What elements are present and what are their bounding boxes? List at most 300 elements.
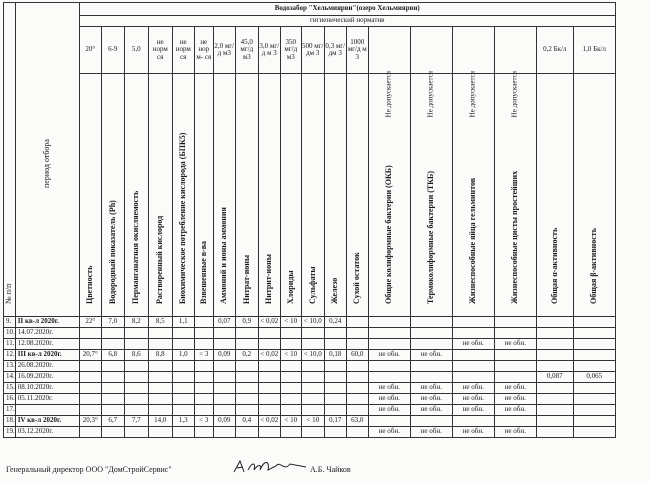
row-value [410, 339, 452, 350]
row-value [301, 383, 324, 394]
row-value [194, 383, 213, 394]
row-value [301, 372, 324, 383]
row-value [124, 383, 148, 394]
row-value [452, 372, 494, 383]
row-value: не обн. [368, 405, 410, 416]
param-name: Общие колиформные бактерии (ОКБ) [384, 164, 394, 304]
header-num: № п/п [4, 283, 14, 304]
row-value: < 10 [280, 416, 301, 427]
row-value [452, 328, 494, 339]
param-header [280, 74, 301, 317]
row-value [194, 317, 213, 328]
row-value: 1,1 [172, 317, 194, 328]
row-value [573, 350, 615, 361]
row-value [324, 405, 346, 416]
row-value [172, 328, 194, 339]
row-value [410, 416, 452, 427]
row-number: 17. [4, 405, 16, 416]
row-value [79, 383, 101, 394]
header-num-cell [4, 3, 16, 317]
row-value [235, 405, 258, 416]
row-value [280, 361, 301, 372]
row-value [235, 372, 258, 383]
row-value [536, 361, 573, 372]
row-value [124, 328, 148, 339]
row-value [280, 394, 301, 405]
row-value [280, 328, 301, 339]
row-period: 14.07.2020г. [15, 328, 79, 339]
norm-value: Не допускается [384, 71, 393, 118]
row-value: 6,8 [101, 350, 124, 361]
row-value [101, 328, 124, 339]
row-value [213, 361, 235, 372]
row-value [494, 350, 536, 361]
row-value [101, 394, 124, 405]
row-period: 05.11.2020г. [15, 394, 79, 405]
signature-icon [230, 458, 310, 476]
row-value [194, 372, 213, 383]
row-value: 8,5 [148, 317, 172, 328]
param-header [101, 74, 124, 317]
row-number: 9. [4, 317, 16, 328]
param-header [573, 74, 615, 317]
row-period: 12.08.2020г. [15, 339, 79, 350]
row-value [213, 383, 235, 394]
row-value [258, 427, 280, 438]
row-value: не обн. [452, 383, 494, 394]
table-row [4, 383, 616, 394]
row-value [452, 416, 494, 427]
param-name: Нитрат-ионы [241, 254, 251, 304]
row-value [410, 328, 452, 339]
row-value [536, 383, 573, 394]
row-value [258, 361, 280, 372]
row-value: 0,24 [324, 317, 346, 328]
row-value [346, 372, 368, 383]
param-name: Цветность [85, 265, 95, 304]
row-value [124, 427, 148, 438]
row-value [148, 383, 172, 394]
param-name: Железо [330, 277, 340, 304]
water-quality-table [3, 2, 616, 438]
row-value: < 3 [194, 416, 213, 427]
norm-cell: 0,2 Бк/л [536, 27, 573, 74]
table-row [4, 416, 616, 427]
row-value [280, 427, 301, 438]
table-title: Водозабор "Хельмиярви"(озеро Хельмиярви) [79, 3, 615, 16]
row-number: 13. [4, 361, 16, 372]
row-period [15, 405, 79, 416]
row-value [148, 339, 172, 350]
row-value [346, 361, 368, 372]
row-value [213, 405, 235, 416]
row-value [280, 339, 301, 350]
row-value [79, 361, 101, 372]
row-value: не обн. [410, 427, 452, 438]
table-subtitle: гигиенический норматив [79, 16, 615, 27]
norm-cell: 5,0 [124, 27, 148, 74]
row-period: II кв-л 2020г. [15, 317, 79, 328]
row-value [172, 361, 194, 372]
row-value [536, 328, 573, 339]
row-value [410, 317, 452, 328]
row-number: 19. [4, 427, 16, 438]
row-value [213, 328, 235, 339]
row-value [172, 372, 194, 383]
row-value: не обн. [494, 427, 536, 438]
norm-cell [368, 27, 410, 118]
row-value [258, 328, 280, 339]
param-header [452, 74, 494, 317]
row-value [494, 317, 536, 328]
row-value [79, 328, 101, 339]
row-value: < 0,02 [258, 317, 280, 328]
row-value: 8,8 [148, 350, 172, 361]
norm-cell: 6-9 [101, 27, 124, 74]
row-value [124, 361, 148, 372]
row-value [258, 405, 280, 416]
row-value: < 0,02 [258, 350, 280, 361]
row-value [79, 339, 101, 350]
param-header [213, 74, 235, 317]
norm-value: Не допускается [468, 71, 477, 118]
row-value: 6,7 [101, 416, 124, 427]
row-value: не обн. [368, 383, 410, 394]
table-row [4, 427, 616, 438]
row-number: 16. [4, 394, 16, 405]
row-value [452, 350, 494, 361]
norm-cell [452, 27, 494, 118]
param-name: Водородный показатель (Ph) [107, 199, 117, 304]
norm-cell: 3,0 мг/д м 3 [258, 27, 280, 74]
norm-value: Не допускается [510, 71, 519, 118]
row-value [101, 361, 124, 372]
row-value [101, 405, 124, 416]
row-value [324, 372, 346, 383]
row-value [213, 339, 235, 350]
param-header [235, 74, 258, 317]
row-value [536, 317, 573, 328]
row-period: 16.09.2020г. [15, 372, 79, 383]
row-value [494, 372, 536, 383]
param-name: Сухой остаток [352, 251, 362, 304]
row-value [148, 394, 172, 405]
row-value: не обн. [368, 427, 410, 438]
row-value [301, 328, 324, 339]
row-value [194, 394, 213, 405]
norm-cell: 1,0 Бк/л [573, 27, 615, 74]
row-value: < 3 [194, 350, 213, 361]
norm-cell: 1000 мг/д м 3 [346, 27, 368, 74]
norm-cell [410, 27, 452, 118]
param-header [410, 74, 452, 317]
row-value [324, 328, 346, 339]
table-row [4, 350, 616, 361]
row-value: не обн. [494, 383, 536, 394]
row-value: не обн. [410, 383, 452, 394]
row-value [573, 416, 615, 427]
param-header [172, 74, 194, 317]
norm-value: Не допускается [426, 71, 435, 118]
row-value: 0,09 [213, 416, 235, 427]
row-value: 0,065 [573, 372, 615, 383]
norm-cell: не норм ся [148, 27, 172, 74]
row-value [258, 383, 280, 394]
row-value [194, 361, 213, 372]
param-header [536, 74, 573, 317]
row-value [368, 339, 410, 350]
row-value: 7,7 [124, 416, 148, 427]
row-value [573, 361, 615, 372]
row-value [101, 339, 124, 350]
param-name: Нитрит-ионы [264, 253, 274, 304]
param-name: Перманганатная окисляемость [131, 190, 141, 304]
row-value [148, 405, 172, 416]
header-period: период отбора [42, 138, 52, 188]
row-value [368, 328, 410, 339]
param-header [258, 74, 280, 317]
param-header [79, 74, 101, 317]
row-value [324, 427, 346, 438]
row-value [346, 317, 368, 328]
director-name: А.Б. Чайков [310, 465, 351, 474]
row-value [536, 427, 573, 438]
header-period-cell [15, 3, 79, 317]
row-value [573, 328, 615, 339]
param-name: Общая α-активность [549, 227, 559, 304]
row-value: 20,3° [79, 416, 101, 427]
row-value: < 10 [280, 317, 301, 328]
norm-cell: 2,0 мг/д м3 [213, 27, 235, 74]
row-value [235, 394, 258, 405]
row-value [368, 361, 410, 372]
row-value [573, 317, 615, 328]
row-value [194, 328, 213, 339]
row-value [235, 383, 258, 394]
row-value: 0,18 [324, 350, 346, 361]
row-value [346, 328, 368, 339]
row-value [235, 339, 258, 350]
norm-cell: 0,3 мг/дм 3 [324, 27, 346, 74]
param-header [346, 74, 368, 317]
row-value: < 10,0 [301, 350, 324, 361]
row-value [79, 372, 101, 383]
row-value: 63,0 [346, 416, 368, 427]
row-value [324, 339, 346, 350]
row-value [258, 372, 280, 383]
row-number: 10. [4, 328, 16, 339]
row-value [194, 405, 213, 416]
row-value [124, 372, 148, 383]
row-value [148, 372, 172, 383]
row-value [301, 339, 324, 350]
row-value: не обн. [410, 394, 452, 405]
row-value [79, 394, 101, 405]
row-value: < 10,0 [301, 317, 324, 328]
row-value [124, 405, 148, 416]
row-value: 7,0 [101, 317, 124, 328]
param-header [324, 74, 346, 317]
row-value: 14,0 [148, 416, 172, 427]
param-name: Аммоний и ионы аммония [219, 206, 229, 304]
row-value [573, 394, 615, 405]
table-row [4, 405, 616, 416]
param-name: Термоколиформные бактерии (ТКБ) [426, 170, 436, 304]
row-value [235, 328, 258, 339]
row-value: 0,2 [235, 350, 258, 361]
row-value [410, 361, 452, 372]
row-value [101, 383, 124, 394]
param-name: Взвешенные в-ва [198, 240, 208, 304]
table-row [4, 361, 616, 372]
norm-cell: не нор м- ся [194, 27, 213, 74]
row-value: 8,6 [124, 350, 148, 361]
param-name: Биохимическое потребление кислорода (БПК5) [178, 132, 188, 304]
row-value [573, 339, 615, 350]
table-row [4, 328, 616, 339]
param-name: Жизнеспособные яйца гельминтов [468, 177, 478, 304]
param-header [494, 74, 536, 317]
row-value [324, 361, 346, 372]
row-value [346, 394, 368, 405]
row-value [258, 339, 280, 350]
norm-cell: 45,0 мг/д м3 [235, 27, 258, 74]
row-value [124, 394, 148, 405]
row-value: 0,087 [536, 372, 573, 383]
param-name: Общая β-активность [589, 227, 599, 304]
row-value [301, 361, 324, 372]
row-value: 1,0 [172, 350, 194, 361]
director-position: Генеральный директор ООО "ДомСтройСервис" [6, 465, 172, 474]
row-value [368, 416, 410, 427]
row-value [346, 427, 368, 438]
row-value [235, 427, 258, 438]
row-value: не обн. [410, 350, 452, 361]
norm-cell: 500 мг/дм 3 [301, 27, 324, 74]
row-period: 03.12.2020г. [15, 427, 79, 438]
row-value: 0,9 [235, 317, 258, 328]
row-number: 12. [4, 350, 16, 361]
norm-cell: не норм ся [172, 27, 194, 74]
row-value [148, 361, 172, 372]
row-value [494, 416, 536, 427]
norm-cell [494, 27, 536, 118]
row-value: 20,7° [79, 350, 101, 361]
table-row [4, 394, 616, 405]
row-value [368, 372, 410, 383]
row-value [301, 394, 324, 405]
param-name: Хлориды [285, 269, 295, 304]
row-value: не обн. [452, 339, 494, 350]
param-name: Сульфаты [307, 266, 317, 304]
row-value: < 0,02 [258, 416, 280, 427]
row-value [536, 405, 573, 416]
param-header [368, 74, 410, 317]
row-value [536, 416, 573, 427]
row-value: < 10 [301, 416, 324, 427]
row-value [172, 339, 194, 350]
row-value [172, 394, 194, 405]
norm-cell: 350 мг/д м3 [280, 27, 301, 74]
row-value: не обн. [494, 394, 536, 405]
row-period: 08.10.2020г. [15, 383, 79, 394]
row-value [324, 394, 346, 405]
row-value: не обн. [452, 405, 494, 416]
row-value: не обн. [494, 405, 536, 416]
row-value: 0,17 [324, 416, 346, 427]
row-value: не обн. [410, 405, 452, 416]
row-value [124, 339, 148, 350]
row-number: 11. [4, 339, 16, 350]
row-value: 0,07 [213, 317, 235, 328]
row-number: 18. [4, 416, 16, 427]
param-header [301, 74, 324, 317]
param-header [194, 74, 213, 317]
row-value [172, 427, 194, 438]
row-value [101, 372, 124, 383]
row-value [346, 383, 368, 394]
row-value [280, 405, 301, 416]
row-value [346, 405, 368, 416]
row-period: III кв-л 2020г. [15, 350, 79, 361]
row-value: не обн. [452, 394, 494, 405]
table-row [4, 317, 616, 328]
row-value [280, 383, 301, 394]
row-value [172, 383, 194, 394]
row-value: 60,0 [346, 350, 368, 361]
row-number: 14. [4, 372, 16, 383]
row-number: 15. [4, 383, 16, 394]
param-name: Жизнеспособные цисты простейших [510, 170, 520, 304]
row-value [213, 427, 235, 438]
row-value [101, 427, 124, 438]
row-value [494, 361, 536, 372]
row-value [452, 361, 494, 372]
row-value [194, 339, 213, 350]
row-value: не обн. [494, 339, 536, 350]
row-value [573, 405, 615, 416]
row-value [235, 361, 258, 372]
row-period: IV кв-л 2020г. [15, 416, 79, 427]
row-value [79, 405, 101, 416]
row-value: 1,3 [172, 416, 194, 427]
row-value [536, 394, 573, 405]
param-name: Растворенный кислород [155, 215, 165, 304]
row-value [148, 427, 172, 438]
row-value [79, 427, 101, 438]
row-value [258, 394, 280, 405]
row-value [368, 317, 410, 328]
row-value: 8,2 [124, 317, 148, 328]
row-value: не обн. [452, 427, 494, 438]
row-value: 0,09 [213, 350, 235, 361]
row-value: 0,4 [235, 416, 258, 427]
row-value [324, 383, 346, 394]
row-value [194, 427, 213, 438]
row-value [410, 372, 452, 383]
row-value [301, 427, 324, 438]
row-value: не обн. [368, 350, 410, 361]
row-value [280, 372, 301, 383]
row-value [172, 405, 194, 416]
table-row [4, 339, 616, 350]
row-value [573, 427, 615, 438]
row-value [213, 372, 235, 383]
table-row [4, 372, 616, 383]
row-value: < 10 [280, 350, 301, 361]
row-value [494, 328, 536, 339]
row-value [213, 394, 235, 405]
